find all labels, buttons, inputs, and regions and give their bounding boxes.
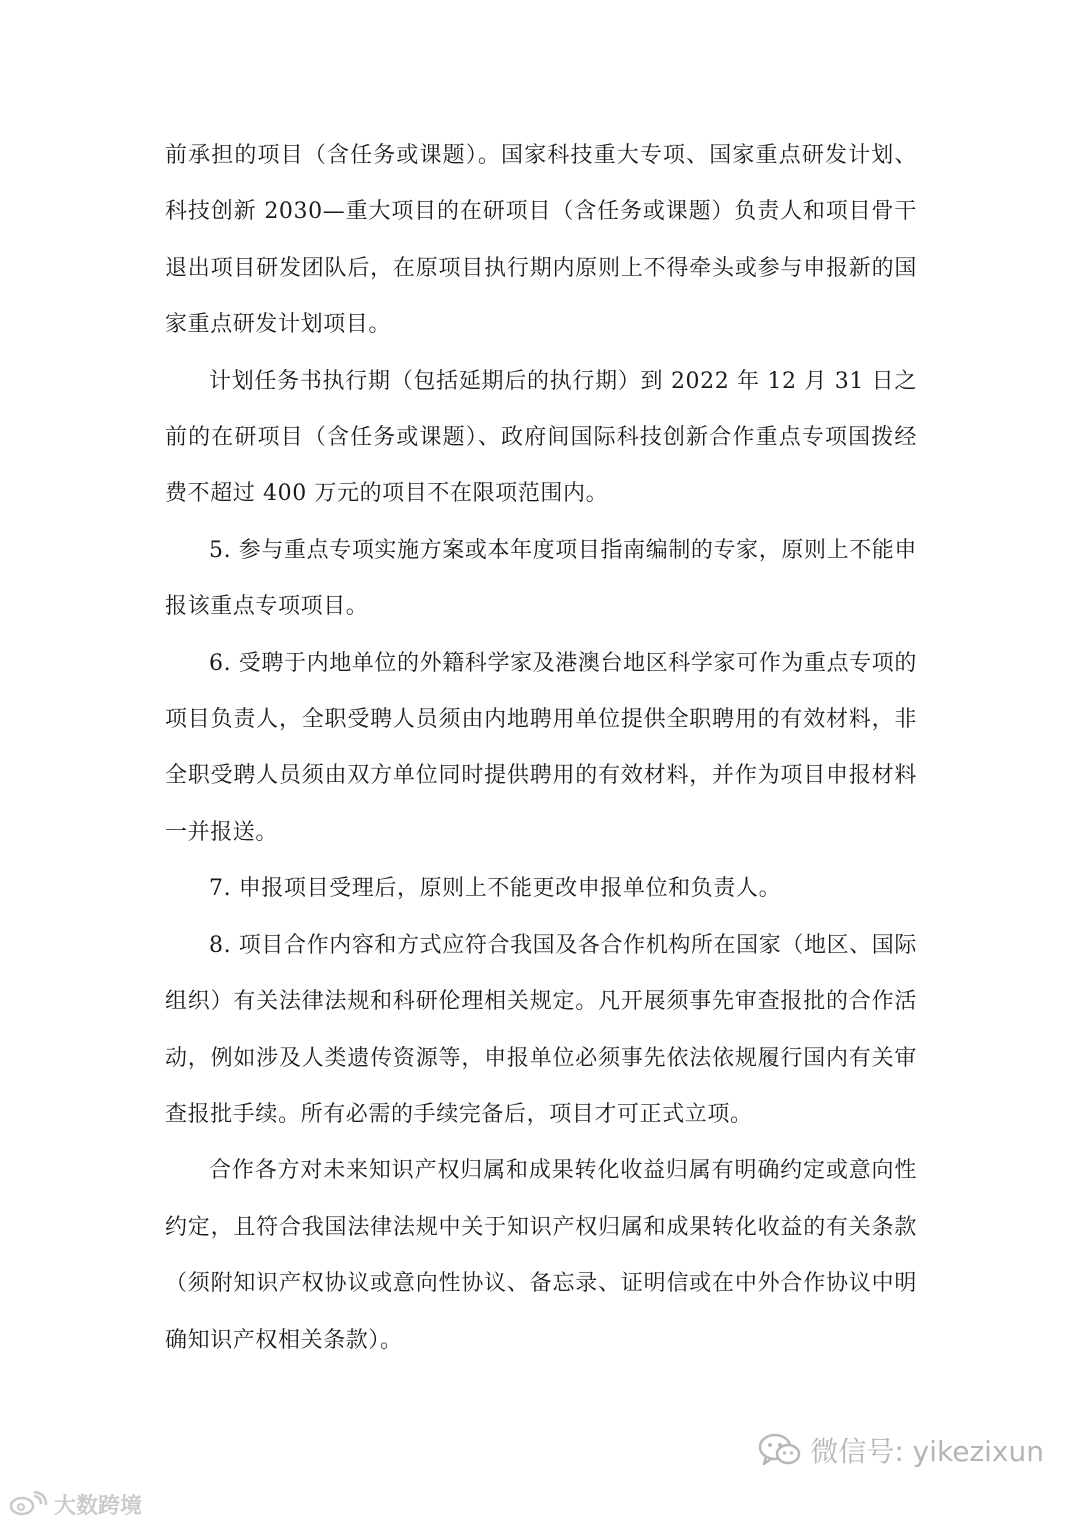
paragraph-5: 7. 申报项目受理后，原则上不能更改申报单位和负责人。 xyxy=(209,876,782,902)
weibo-watermark xyxy=(8,1489,142,1519)
weibo-watermark-text: 大数跨境 xyxy=(54,1493,143,1519)
paragraph-3: 5. 参与重点专项实施方案或本年度项目指南编制的专家，原则上不能申报该重点专项项目。 xyxy=(165,537,917,620)
paragraph-4: 6. 受聘于内地单位的外籍科学家及港澳台地区科学家可作为重点专项的项目负责人，全职受聘人员须由内地聘用单位提供全职聘用的有效材料，非全职受聘人员须由双方单位同时提供聘用的有效材料，并作为项目申报材料一并报送。 xyxy=(165,650,917,845)
paragraph-7: 合作各方对未来知识产权归属和成果转化收益归属有明确约定或意向性约定，且符合我国法律法规中关于知识产权归属和成果转化收益的有关条款（须附知识产权协议或意向性协议、备忘录、证明信或在中外合作协议中明确知识产权相关条款）。 xyxy=(165,1158,917,1353)
wechat-watermark xyxy=(758,1430,1044,1470)
wechat-watermark-text: 微信号: yikezixun xyxy=(810,1435,1044,1468)
paragraph-6: 8. 项目合作内容和方式应符合我国及各合作机构所在国家（地区、国际组织）有关法律法规和科研伦理相关规定。凡开展须事先审查报批的合作活动，例如涉及人类遗传资源等，申报单位必须事先依法依规履行国内有关审查报批手续。所有必需的手续完备后，项目才可正式立项。 xyxy=(165,932,917,1127)
wechat-icon xyxy=(758,1432,802,1468)
paragraph-1: 前承担的项目（含任务或课题）。国家科技重大专项、国家重点研发计划、科技创新 2030—重大项目的在研项目（含任务或课题）负责人和项目骨干退出项目研发团队后，在原项目执行期内原则上不得牵头或参与申报新的国家重点研发计划项目。 xyxy=(165,143,917,338)
document-body xyxy=(165,128,917,1369)
paragraph-2: 计划任务书执行期（包括延期后的执行期）到 2022 年 12 月 31 日之前的在研项目（含任务或课题）、政府间国际科技创新合作重点专项国拨经费不超过 400 万元的项目不在限项范围内。 xyxy=(165,368,917,507)
weibo-icon xyxy=(8,1491,48,1517)
